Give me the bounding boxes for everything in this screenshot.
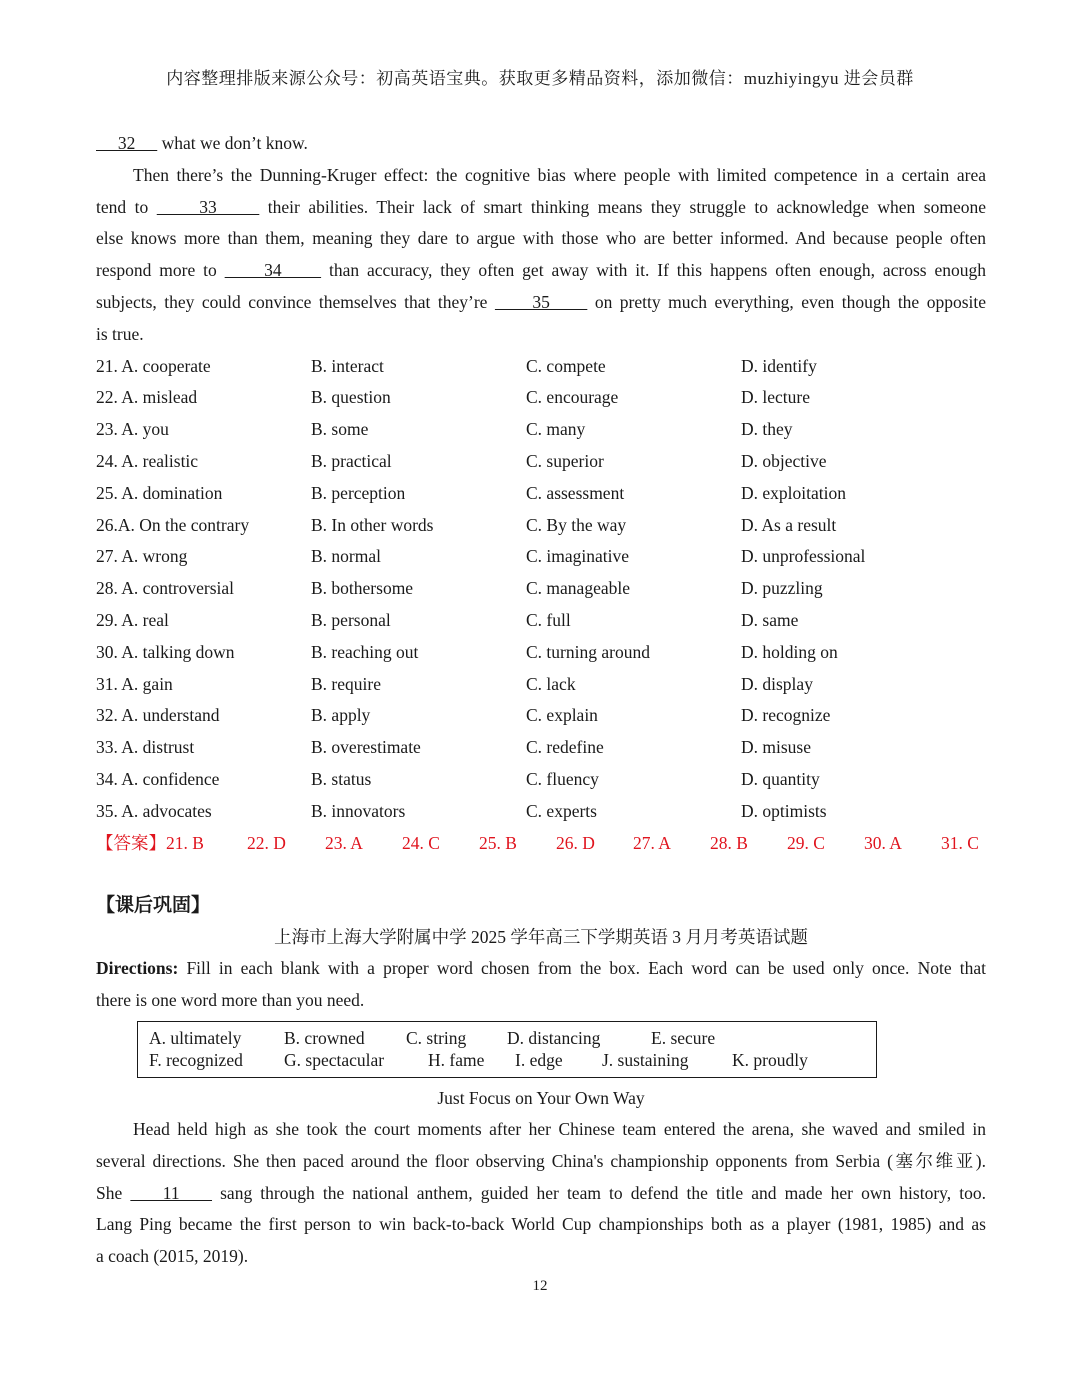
word-option: C. string [406, 1027, 467, 1048]
option-d[interactable]: D. holding on [741, 641, 838, 662]
option-b[interactable]: B. some [311, 419, 369, 440]
answer-item: 29. C [787, 832, 825, 853]
blank-33[interactable]: 33 [156, 196, 260, 217]
blank-35[interactable]: 35 [494, 291, 588, 312]
passage-title: Just Focus on Your Own Way [437, 1087, 645, 1108]
option-q[interactable]: 26.A. On the contrary [96, 514, 250, 535]
option-q[interactable]: 25. A. domination [96, 482, 223, 503]
option-row [96, 510, 986, 542]
answer-item: 30. A [864, 832, 902, 853]
passage-line: Then there’s the Dunning-Kruger effect: the cognitive bias where people with limited competence in a certain area [133, 164, 986, 185]
option-d[interactable]: D. objective [741, 450, 827, 471]
text: Fill in each blank with a proper word chosen from the box. Each word can be used only once. Note that [178, 958, 986, 979]
blank-32[interactable]: 32 [96, 133, 158, 153]
passage-line: a coach (2015, 2019). [96, 1246, 249, 1267]
option-c[interactable]: C. many [526, 419, 586, 440]
word-option: E. secure [651, 1027, 716, 1048]
answer-item: 27. A [633, 832, 671, 853]
passage-line [96, 255, 986, 287]
option-b[interactable]: B. status [311, 768, 372, 789]
answer-item: 26. D [556, 832, 595, 853]
word-box [137, 1021, 877, 1078]
option-q[interactable]: 35. A. advocates [96, 800, 212, 821]
option-d[interactable]: D. As a result [741, 514, 837, 535]
option-b[interactable]: B. practical [311, 450, 392, 471]
exam-title: 上海市上海大学附属中学 2025 学年高三下学期英语 3 月月考英语试题 [274, 927, 808, 948]
option-c[interactable]: C. encourage [526, 387, 619, 408]
text: respond more to [96, 260, 225, 281]
text: sang through the national anthem, guided her team to defend the title and made her own history, too. [212, 1182, 986, 1203]
option-q[interactable]: 24. A. realistic [96, 450, 199, 471]
option-c[interactable]: C. compete [526, 355, 606, 376]
passage-line: else knows more than them, meaning they dare to argue with those who are better informed. And because people often [96, 228, 986, 249]
option-b[interactable]: B. require [311, 673, 381, 694]
option-c[interactable]: C. explain [526, 705, 598, 726]
option-b[interactable]: B. innovators [311, 800, 406, 821]
option-d[interactable]: D. puzzling [741, 578, 823, 599]
word-option: A. ultimately [149, 1027, 242, 1048]
option-row [96, 732, 986, 764]
option-q[interactable]: 28. A. controversial [96, 578, 235, 599]
option-row [96, 414, 986, 446]
option-d[interactable]: D. same [741, 609, 799, 630]
option-row [96, 796, 986, 828]
option-b[interactable]: B. reaching out [311, 641, 419, 662]
option-row [96, 637, 986, 669]
option-d[interactable]: D. display [741, 673, 813, 694]
options-list [96, 351, 986, 828]
option-b[interactable]: B. interact [311, 355, 384, 376]
answer-item: 25. B [479, 832, 517, 853]
passage-line: several directions. She then paced around the floor observing China's championship opponents from Serbia (塞尔维亚). [96, 1150, 986, 1171]
option-q[interactable]: 21. A. cooperate [96, 355, 211, 376]
option-row [96, 382, 986, 414]
option-b[interactable]: B. overestimate [311, 737, 421, 758]
word-option: J. sustaining [602, 1049, 689, 1070]
option-row [96, 541, 986, 573]
word-option: H. fame [428, 1049, 485, 1070]
word-option: G. spectacular [284, 1049, 385, 1070]
passage-line [96, 1178, 986, 1210]
option-row [96, 446, 986, 478]
option-row [96, 605, 986, 637]
option-row [96, 700, 986, 732]
option-d[interactable]: D. exploitation [741, 482, 846, 503]
option-c[interactable]: C. manageable [526, 578, 630, 599]
text: what we don’t know. [157, 133, 308, 153]
option-q[interactable]: 34. A. confidence [96, 768, 220, 789]
answer-item: 23. A [325, 832, 363, 853]
option-c[interactable]: C. fluency [526, 768, 599, 789]
option-q[interactable]: 22. A. mislead [96, 387, 198, 408]
option-b[interactable]: B. personal [311, 609, 391, 630]
option-row [96, 764, 986, 796]
option-q[interactable]: 29. A. real [96, 609, 169, 630]
word-option: I. edge [515, 1049, 563, 1070]
passage-line: Head held high as she took the court moments after her Chinese team entered the arena, she waved and smiled in [133, 1118, 986, 1139]
option-row [96, 478, 986, 510]
passage-line [96, 192, 986, 224]
option-q[interactable]: 31. A. gain [96, 673, 173, 694]
option-d[interactable]: D. optimists [741, 800, 827, 821]
option-q[interactable]: 23. A. you [96, 419, 169, 440]
option-b[interactable]: B. perception [311, 482, 406, 503]
option-c[interactable]: C. turning around [526, 641, 650, 662]
option-c[interactable]: C. lack [526, 673, 576, 694]
option-d[interactable]: D. quantity [741, 768, 820, 789]
page-content [96, 128, 986, 1273]
directions-line: there is one word more than you need. [96, 990, 365, 1011]
option-b[interactable]: B. In other words [311, 514, 434, 535]
answer-item: 28. B [710, 832, 748, 853]
option-c[interactable]: C. imaginative [526, 546, 630, 567]
option-d[interactable]: D. misuse [741, 737, 811, 758]
option-d[interactable]: D. lecture [741, 387, 810, 408]
passage-line [96, 287, 986, 319]
option-row [96, 573, 986, 605]
text: tend to [96, 196, 157, 217]
page-number: 12 [532, 1278, 548, 1294]
option-c[interactable]: C. superior [526, 450, 604, 471]
word-option: B. crowned [284, 1027, 365, 1048]
option-b[interactable]: B. normal [311, 546, 381, 567]
option-row [96, 669, 986, 701]
option-b[interactable]: B. bothersome [311, 578, 414, 599]
option-c[interactable]: C. redefine [526, 737, 604, 758]
option-c[interactable]: C. assessment [526, 482, 625, 503]
blank-34[interactable]: 34 [224, 260, 322, 281]
option-q[interactable]: 32. A. understand [96, 705, 220, 726]
passage-line: is true. [96, 323, 144, 344]
text: on pretty much everything, even though the opposite [587, 291, 986, 312]
option-b[interactable]: B. apply [311, 705, 371, 726]
section-title: 【课后巩固】 [96, 894, 211, 917]
answer-item: 31. C [941, 832, 979, 853]
option-b[interactable]: B. question [311, 387, 391, 408]
directions-line [96, 953, 986, 985]
word-option: D. distancing [507, 1027, 601, 1048]
page-header: 内容整理排版来源公众号：初高英语宝典。获取更多精品资料，添加微信：muzhiyingyu 进会员群 [166, 69, 914, 88]
option-d[interactable]: D. identify [741, 355, 817, 376]
text: than accuracy, they often get away with it. If this happens often enough, across enough [321, 260, 986, 281]
word-option: K. proudly [732, 1049, 808, 1070]
text: subjects, they could convince themselves that they’re [96, 291, 495, 312]
blank-11[interactable]: 11 [130, 1182, 213, 1203]
option-q[interactable]: 30. A. talking down [96, 641, 235, 662]
option-d[interactable]: D. unprofessional [741, 546, 866, 567]
option-d[interactable]: D. recognize [741, 705, 831, 726]
passage-line: Lang Ping became the first person to win back-to-back World Cup championships both as a player (1981, 1985) and as [96, 1214, 986, 1235]
option-q[interactable]: 33. A. distrust [96, 737, 195, 758]
answer-item: 22. D [247, 832, 286, 853]
option-c[interactable]: C. experts [526, 800, 597, 821]
answer-key [96, 828, 986, 860]
text: She [96, 1182, 131, 1203]
word-option: F. recognized [149, 1049, 243, 1070]
directions-label: Directions: [96, 958, 179, 979]
option-q[interactable]: 27. A. wrong [96, 546, 188, 567]
option-d[interactable]: D. they [741, 419, 793, 440]
option-c[interactable]: C. By the way [526, 514, 627, 535]
option-c[interactable]: C. full [526, 609, 571, 630]
text: their abilities. Their lack of smart thinking means they struggle to acknowledge when someone [259, 196, 986, 217]
passage-line [96, 128, 986, 160]
answer-label: 【答案】21. B [96, 832, 204, 853]
answer-item: 24. C [402, 832, 440, 853]
option-row [96, 351, 986, 383]
